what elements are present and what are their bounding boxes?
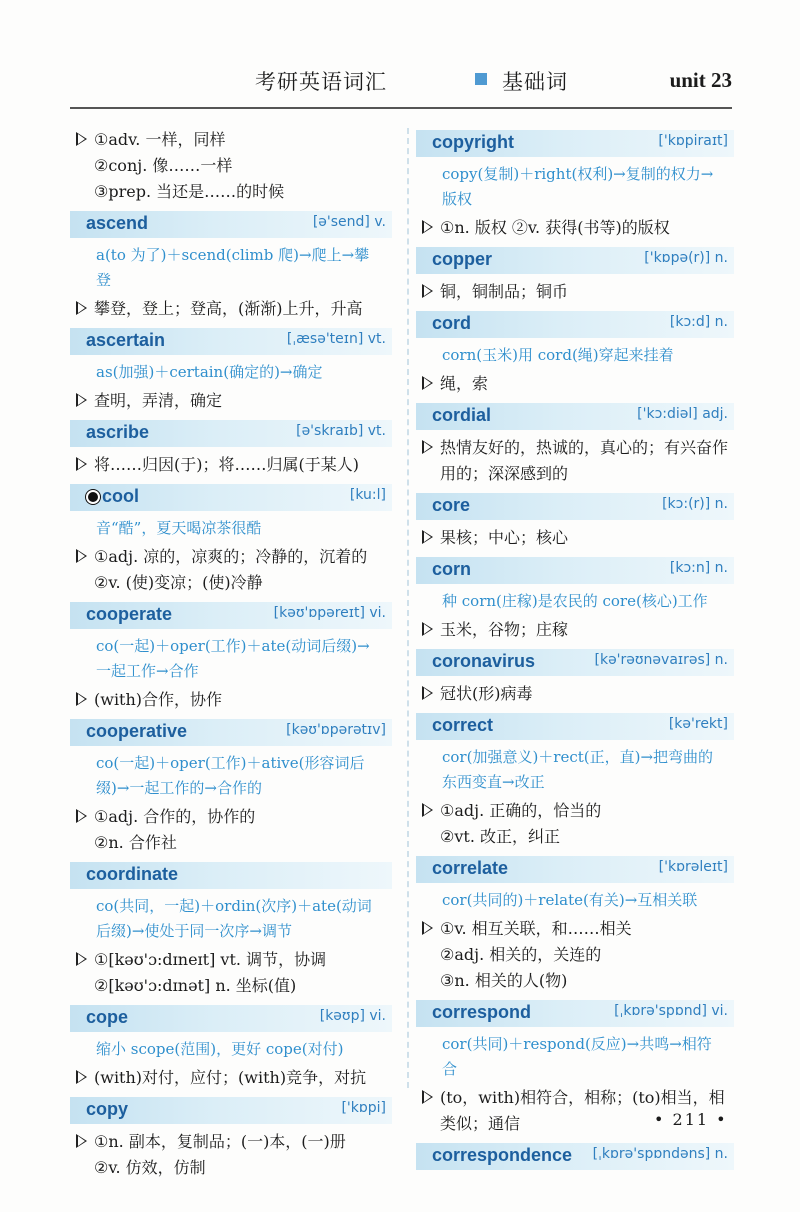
- phonetic: [kəʊ'ɒpərətɪv]: [286, 722, 386, 738]
- definition: [416, 278, 734, 307]
- section-title: 基础词: [502, 70, 568, 94]
- etymology-note: as(加强)＋certain(确定的)→确定: [96, 363, 323, 381]
- triangle-marker-icon: [422, 686, 433, 700]
- phonetic: [kə'rekt]: [668, 716, 728, 732]
- headword: cordial: [432, 405, 492, 425]
- definition-line: (with)合作，协作: [94, 690, 223, 709]
- triangle-marker-icon: [76, 1070, 87, 1084]
- entry-headword-bar: [70, 1097, 392, 1124]
- definition-line: 热情友好的，热诚的，真心的；有兴奋作用的；深深感到的: [440, 438, 729, 483]
- entry-headword-bar: [70, 719, 392, 746]
- definition-line: 冠状(形)病毒: [440, 684, 533, 703]
- phonetic: [ə'send] v.: [312, 214, 386, 230]
- triangle-marker-icon: [422, 530, 433, 544]
- headword: copy: [86, 1099, 129, 1119]
- definition: [416, 524, 734, 553]
- etymology-note: 音“酷”，夏天喝凉茶很酷: [96, 519, 262, 537]
- definition: [70, 126, 392, 207]
- entry-headword-bar: [416, 856, 734, 883]
- headword: coronavirus: [432, 651, 536, 671]
- headword: ascertain: [86, 330, 166, 350]
- entry-headword-bar: [70, 420, 392, 447]
- definition-line: ①adj. 正确的，恰当的: [440, 801, 602, 820]
- triangle-marker-icon: [76, 952, 87, 966]
- definition-line: ①n. 副本，复制品；(一)本，(一)册: [94, 1132, 346, 1151]
- headword: core: [432, 495, 471, 515]
- page-header: [70, 62, 732, 102]
- headword: correspondence: [432, 1145, 573, 1165]
- triangle-marker-icon: [422, 440, 433, 454]
- entry-headword-bar: [70, 211, 392, 238]
- etymology-note: cor(共同)＋respond(反应)→共鸣→相符合: [442, 1035, 712, 1078]
- definition-line: ①adj. 凉的，凉爽的；冷静的，沉着的: [94, 547, 368, 566]
- definition-line: 绳，索: [440, 374, 489, 393]
- entry-headword-bar: [416, 1143, 734, 1170]
- headword: correspond: [432, 1002, 532, 1022]
- definition: [70, 686, 392, 715]
- entry-headword-bar: [416, 493, 734, 520]
- headword: ascribe: [86, 422, 150, 442]
- entry-headword-bar: [416, 247, 734, 274]
- triangle-marker-icon: [76, 301, 87, 315]
- entry-headword-bar: [70, 328, 392, 355]
- headword: cooperative: [86, 721, 188, 741]
- definition: [416, 680, 734, 709]
- definition-line: ①n. 版权 ②v. 获得(书等)的版权: [440, 218, 670, 237]
- definition: [70, 295, 392, 324]
- triangle-marker-icon: [76, 132, 87, 146]
- triangle-marker-icon: [422, 284, 433, 298]
- phonetic: [kə'rəʊnəvaɪrəs] n.: [594, 652, 728, 668]
- triangle-marker-icon: [422, 803, 433, 817]
- phonetic: [kɔ:n] n.: [669, 560, 728, 576]
- definition-line: ②n. 合作社: [94, 833, 177, 852]
- phonetic: [kɔ:d] n.: [669, 314, 728, 330]
- entry-headword-bar: [416, 557, 734, 584]
- phonetic: ['kɒpə(r)] n.: [644, 250, 728, 266]
- definition-line: ①adv. 一样，同样: [94, 130, 226, 149]
- triangle-marker-icon: [76, 1134, 87, 1148]
- headword: copper: [432, 249, 493, 269]
- definition: [70, 1128, 392, 1183]
- phonetic: [ˌæsə'teɪn] vt.: [286, 331, 386, 347]
- definition: [70, 946, 392, 1001]
- unit-label: unit 23: [669, 68, 732, 92]
- etymology-note: copy(复制)＋right(权利)→复制的权力→版权: [442, 165, 714, 208]
- definition-line: ②[kəʊ'ɔ:dɪnət] n. 坐标(值): [94, 976, 297, 995]
- definition-line: ①adj. 合作的，协作的: [94, 807, 256, 826]
- phonetic: ['kɒpiraɪt]: [658, 133, 728, 149]
- definition-line: (with)对付，应付；(with)竞争，对抗: [94, 1068, 367, 1087]
- definition-line: ③n. 相关的人(物): [440, 971, 568, 990]
- definition-line: 查明，弄清，确定: [94, 391, 223, 410]
- definition: [70, 543, 392, 598]
- left-column: [70, 126, 392, 1183]
- etymology-note: 缩小 scope(范围)，更好 cope(对付): [96, 1040, 344, 1058]
- phonetic: ['kɔ:diəl] adj.: [637, 406, 728, 422]
- entry-headword-bar: [416, 649, 734, 676]
- entry-headword-bar: [70, 602, 392, 629]
- definition-line: ①[kəʊ'ɔ:dɪneɪt] vt. 调节，协调: [94, 950, 327, 969]
- triangle-marker-icon: [76, 692, 87, 706]
- phonetic: [ˌkɒrə'spɒnd] vi.: [614, 1003, 728, 1019]
- entry-headword-bar: [70, 484, 392, 511]
- definition: [416, 214, 734, 243]
- definition-line: ②vt. 改正，纠正: [440, 827, 560, 846]
- entry-headword-bar: [416, 1000, 734, 1027]
- definition-line: ②adj. 相关的，关连的: [440, 945, 602, 964]
- headword: cooperate: [86, 604, 173, 624]
- definition-line: (to，with)相符合，相称；(to)相当，相类似；通信: [440, 1088, 725, 1133]
- etymology-note: cor(加强意义)＋rect(正，直)→把弯曲的东西变直→改正: [442, 748, 714, 791]
- headword: copyright: [432, 132, 515, 152]
- triangle-marker-icon: [422, 376, 433, 390]
- entry-headword-bar: [416, 403, 734, 430]
- right-column: [416, 126, 734, 1174]
- definition: [416, 915, 734, 996]
- header-rule: [70, 107, 732, 109]
- square-icon: [475, 73, 487, 85]
- triangle-marker-icon: [422, 921, 433, 935]
- key-word-bullet-icon: [86, 490, 100, 504]
- headword: cord: [432, 313, 472, 333]
- definition-line: ②conj. 像……一样: [94, 156, 233, 175]
- headword: coordinate: [86, 864, 179, 884]
- definition-line: ①v. 相互关联，和……相关: [440, 919, 632, 938]
- phonetic: [kəʊ'ɒpəreɪt] vi.: [273, 605, 386, 621]
- etymology-note: a(to 为了)＋scend(climb 爬)→爬上→攀登: [96, 246, 370, 289]
- headword: correct: [432, 715, 494, 735]
- phonetic: [ˌkɒrə'spɒndəns] n.: [592, 1146, 728, 1162]
- etymology-note: co(一起)＋oper(工作)＋ative(形容词后缀)→一起工作的→合作的: [96, 754, 365, 797]
- definition-line: 铜，铜制品；铜币: [440, 282, 569, 301]
- definition-line: 玉米，谷物；庄稼: [440, 620, 569, 639]
- definition-line: 攀登，登上；登高，(渐渐)上升，升高: [94, 299, 363, 318]
- headword: ascend: [86, 213, 149, 233]
- definition: [70, 803, 392, 858]
- etymology-note: corn(玉米)用 cord(绳)穿起来挂着: [442, 346, 674, 364]
- phonetic: [ku:l]: [349, 487, 386, 503]
- phonetic: ['kɒpi]: [341, 1100, 386, 1116]
- definition: [416, 797, 734, 852]
- etymology-note: 种 corn(庄稼)是农民的 core(核心)工作: [442, 592, 708, 610]
- definition-line: ③prep. 当还是……的时候: [94, 182, 285, 201]
- phonetic: [ə'skraɪb] vt.: [296, 423, 386, 439]
- etymology-note: co(共同，一起)＋ordin(次序)＋ate(动词后缀)→使处于同一次序→调节: [96, 897, 372, 940]
- definition: [416, 370, 734, 399]
- headword: corn: [432, 559, 472, 579]
- definition: [70, 387, 392, 416]
- definition: [416, 616, 734, 645]
- etymology-note: co(一起)＋oper(工作)＋ate(动词后缀)→一起工作→合作: [96, 637, 370, 680]
- entry-headword-bar: [70, 862, 392, 889]
- entry-headword-bar: [70, 1005, 392, 1032]
- definition: [70, 1064, 392, 1093]
- phonetic: ['kɒrəleɪt]: [658, 859, 728, 875]
- triangle-marker-icon: [76, 549, 87, 563]
- page-number: • 211 •: [654, 1110, 728, 1129]
- definition: [70, 451, 392, 480]
- headword: cool: [86, 486, 139, 507]
- entry-headword-bar: [416, 713, 734, 740]
- entry-headword-bar: [416, 130, 734, 157]
- entry-headword-bar: [416, 311, 734, 338]
- column-divider: [407, 128, 409, 1088]
- etymology-note: cor(共同的)＋relate(有关)→互相关联: [442, 891, 698, 909]
- triangle-marker-icon: [422, 1090, 433, 1104]
- phonetic: [kɔ:(r)] n.: [662, 496, 728, 512]
- triangle-marker-icon: [76, 393, 87, 407]
- definition: [416, 434, 734, 489]
- headword: cope: [86, 1007, 129, 1027]
- triangle-marker-icon: [76, 809, 87, 823]
- phonetic: [kəʊp] vi.: [319, 1008, 386, 1024]
- triangle-marker-icon: [422, 220, 433, 234]
- definition-line: ②v. 仿效，仿制: [94, 1158, 206, 1177]
- headword: correlate: [432, 858, 509, 878]
- triangle-marker-icon: [76, 457, 87, 471]
- definition-line: 将……归因(于)；将……归属(于某人): [94, 455, 359, 474]
- definition-line: ②v. (使)变凉；(使)冷静: [94, 573, 263, 592]
- definition-line: 果核；中心；核心: [440, 528, 569, 547]
- triangle-marker-icon: [422, 622, 433, 636]
- book-title: 考研英语词汇: [255, 70, 387, 94]
